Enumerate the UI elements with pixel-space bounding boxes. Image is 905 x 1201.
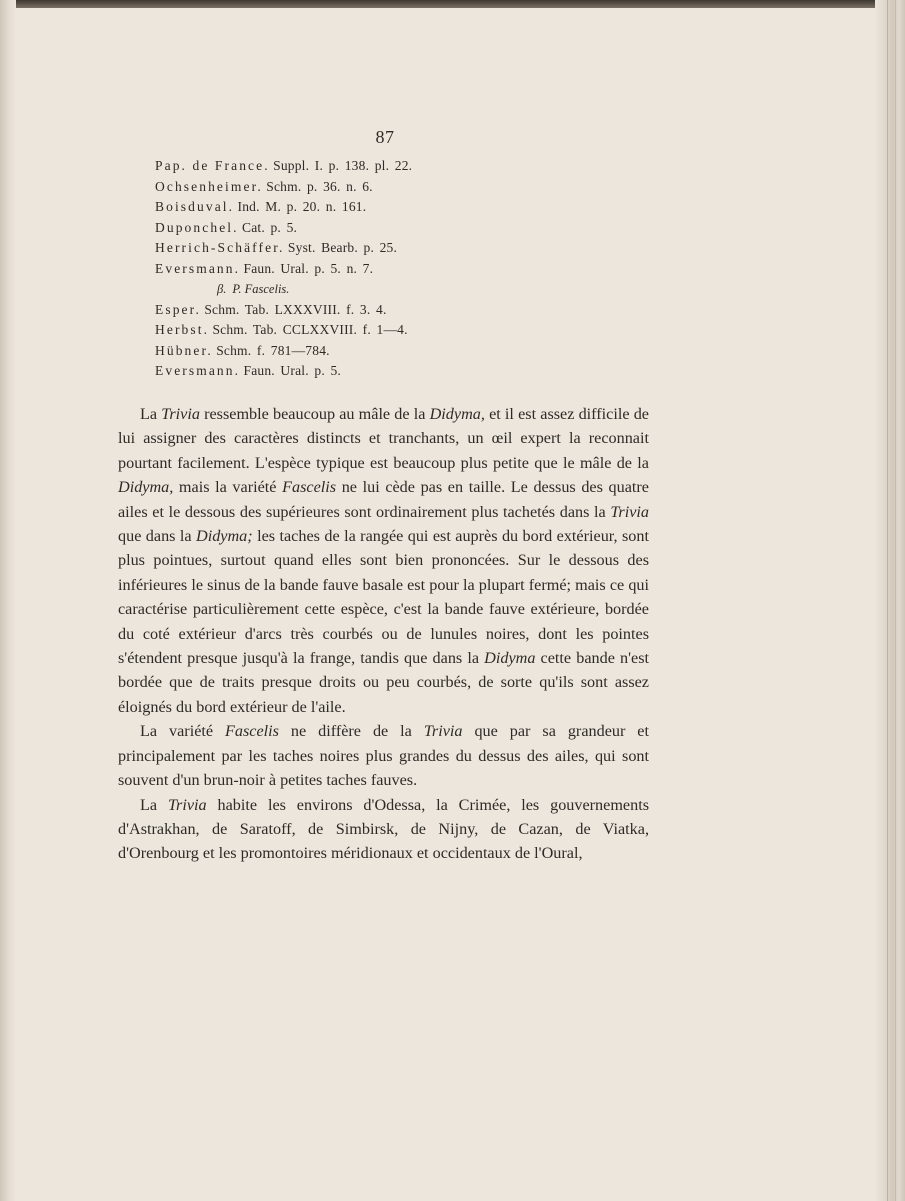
reference-entry: [155, 218, 412, 239]
text-run: les taches de la rangée qui est auprès du bord extérieur, sont plus pointues, surtout quand elles sont bien prononcées. Sur le dessous des inférieures le sinus de la bande fauve basale est pour la plupart fermé; mais ce qui caractérise particulièrement cette espèce, c'est la bande fauve extérieure, bordée du coté extérieur d'arcs très courbés ou de lunules noires, dont les pointes s'étendent presque jusqu'à la frange, tandis que dans la: [118, 527, 649, 668]
reference-citation: Schm. f. 781—784.: [216, 342, 330, 358]
reference-citation: Faun. Ural. p. 5. n. 7.: [243, 260, 374, 276]
species-name: Fascelis: [282, 478, 337, 497]
reference-author: Boisduval.: [155, 199, 235, 214]
reference-entry: [155, 361, 412, 382]
species-name: Didyma,: [118, 478, 174, 497]
text-run: La: [140, 405, 162, 423]
reference-entry: [155, 197, 412, 218]
variety-letter: β.: [217, 282, 227, 296]
reference-entry: [155, 259, 412, 280]
text-run: La: [140, 795, 168, 814]
species-name: Trivia: [167, 795, 207, 814]
reference-author: Esper.: [155, 301, 201, 317]
text-run: habite les environs d'Odessa, la Crimée, les gouvernements d'Astrakhan, de Saratoff, de Simbirsk, de Nijny, de Cazan, de Viatka, d'Orenbourg et les promontoires méridionaux et occidentaux de l'Oural,: [118, 795, 649, 863]
reference-author: Herbst.: [155, 322, 210, 337]
reference-author: Hübner.: [155, 342, 213, 358]
variety-name: P. Fascelis.: [232, 282, 290, 296]
reference-citation: Ind. M. p. 20. n. 161.: [237, 199, 367, 214]
reference-author: Duponchel.: [155, 219, 239, 235]
species-name: Didyma: [484, 649, 536, 668]
reference-citation: Suppl. I. p. 138. pl. 22.: [273, 158, 413, 173]
paragraph-comparison: [118, 402, 649, 719]
paragraph-variety: [118, 719, 649, 792]
species-name: Trivia: [610, 502, 649, 521]
species-name: Trivia: [161, 405, 200, 423]
text-run: mais la variété: [173, 478, 283, 497]
reference-citation: Schm. Tab. LXXXVIII. f. 3. 4.: [204, 301, 387, 317]
bibliography-list: [155, 156, 412, 382]
page-stack-edge: [875, 0, 905, 1201]
text-run: cette bande n'est bordée que de traits presque droits ou peu courbés, de sorte qu'ils sont assez éloignés du bord extérieur de l'aile.: [118, 649, 649, 716]
reference-citation: Faun. Ural. p. 5.: [243, 363, 341, 378]
species-name: Trivia: [423, 722, 463, 741]
reference-citation: Cat. p. 5.: [241, 219, 298, 235]
species-name: Didyma,: [429, 405, 485, 423]
page-gutter: [0, 0, 16, 1201]
text-run: ne lui cède pas en taille. Le dessus des quatre ailes et le dessous des supérieures sont ordinairement plus tachetés dans la: [118, 478, 649, 521]
paragraph-habitat: [118, 793, 649, 866]
species-name: Didyma;: [196, 527, 253, 546]
reference-citation: Syst. Bearb. p. 25.: [287, 240, 398, 255]
reference-author: Eversmann.: [155, 363, 241, 378]
reference-entry: [155, 300, 412, 321]
reference-author: Herrich-Schäffer.: [155, 240, 285, 255]
reference-entry: [155, 238, 412, 259]
body-text: [118, 402, 649, 866]
species-name: Fascelis: [225, 722, 279, 741]
reference-citation: Schm. p. 36. n. 6.: [266, 178, 373, 194]
reference-entry: [155, 156, 412, 177]
scan-top-edge: [0, 0, 905, 8]
variety-heading: [155, 279, 412, 300]
text-run: et il est assez difficile de lui assigner des caractères distincts et tranchants, un œil expert la reconnait pourtant facilement. L'espèce typique est beaucoup plus petite que le mâle de la: [118, 405, 649, 472]
reference-author: Eversmann.: [155, 260, 241, 276]
text-run: ne diffère de la: [278, 722, 424, 741]
text-run: La variété: [140, 722, 226, 741]
text-run: que par sa grandeur et principalement par les taches noires plus grandes du dessus des ailes, qui sont souvent d'un brun-noir à petites taches fauves.: [118, 722, 649, 790]
text-run: ressemble beaucoup au mâle de la: [199, 405, 430, 423]
reference-entry: [155, 341, 412, 362]
reference-citation: Schm. Tab. CCLXXVIII. f. 1—4.: [212, 322, 408, 337]
reference-entry: [155, 320, 412, 341]
reference-entry: [155, 177, 412, 198]
text-run: que dans la: [118, 527, 197, 546]
reference-author: Ochsenheimer.: [155, 178, 263, 194]
page-number: 87: [375, 127, 395, 147]
reference-author: Pap. de France.: [155, 158, 270, 173]
